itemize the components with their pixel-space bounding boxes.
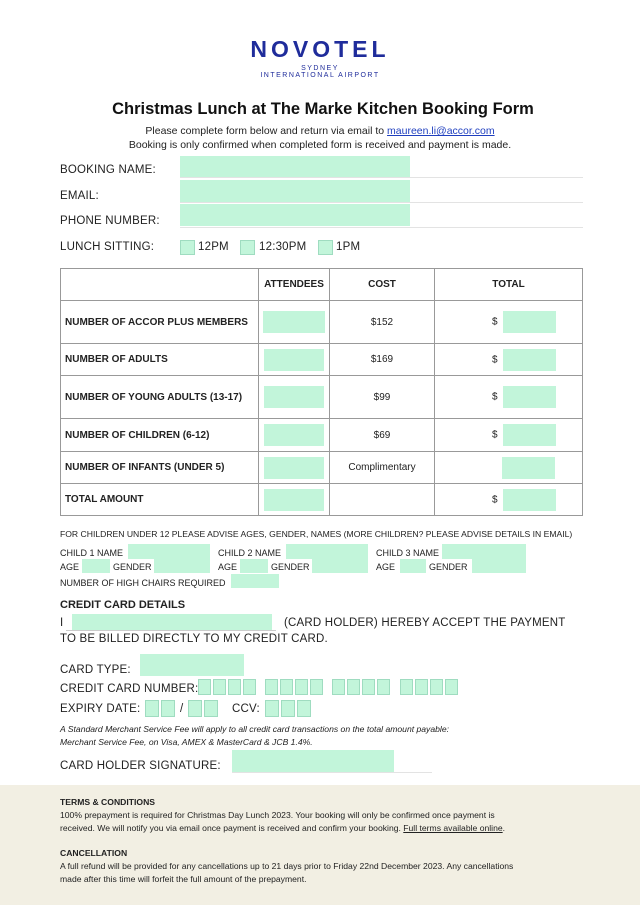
child3-age-field[interactable] xyxy=(400,559,426,573)
ccv-box[interactable] xyxy=(297,700,311,717)
child2-age-field[interactable] xyxy=(240,559,268,573)
currency-symbol: $ xyxy=(492,494,498,506)
card-holder-name-field[interactable] xyxy=(72,614,272,630)
high-chairs-label: NUMBER OF HIGH CHAIRS REQUIRED xyxy=(60,578,226,588)
child1-gender-label: GENDER xyxy=(113,562,152,572)
card-digit-box[interactable] xyxy=(377,679,390,695)
attendees-field[interactable] xyxy=(263,311,325,333)
booking-name-label: BOOKING NAME: xyxy=(60,164,156,176)
terms-line2-text: received. We will notify you via email once payment is received and confirm your booking. xyxy=(60,823,404,833)
table-row xyxy=(61,484,583,516)
total-field[interactable] xyxy=(503,349,556,371)
ccv-label: CCV: xyxy=(232,703,260,715)
card-digit-box[interactable] xyxy=(228,679,241,695)
row-label: NUMBER OF ACCOR PLUS MEMBERS xyxy=(61,301,259,344)
sitting-12pm-label: 12PM xyxy=(198,241,229,253)
child3-gender-field[interactable] xyxy=(472,559,526,573)
card-type-field[interactable] xyxy=(140,654,244,676)
total-field[interactable] xyxy=(502,457,555,479)
high-chairs-field[interactable] xyxy=(231,574,279,588)
credit-card-heading: CREDIT CARD DETAILS xyxy=(60,599,186,611)
child2-age-label: AGE xyxy=(218,562,238,572)
table-row xyxy=(61,301,583,344)
card-type-label: CARD TYPE: xyxy=(60,664,131,676)
signature-field[interactable] xyxy=(232,750,394,772)
cancellation-line1: A full refund will be provided for any cancellations up to 21 days prior to Friday 22nd December 2023. Any cancellations xyxy=(60,861,514,871)
pricing-table xyxy=(60,268,583,516)
card-digit-box[interactable] xyxy=(243,679,256,695)
instructions-prefix: Please complete form below and return via email to xyxy=(145,125,388,137)
table-header-total: TOTAL xyxy=(435,269,583,301)
expiry-month-box[interactable] xyxy=(145,700,159,717)
instructions-line1 xyxy=(0,125,640,137)
expiry-year-box[interactable] xyxy=(188,700,202,717)
card-digit-box[interactable] xyxy=(295,679,308,695)
booking-name-field[interactable] xyxy=(180,156,410,178)
divider xyxy=(180,227,583,228)
full-terms-link[interactable]: Full terms available online xyxy=(403,823,503,833)
currency-symbol: $ xyxy=(492,354,498,366)
card-digit-box[interactable] xyxy=(332,679,345,695)
brand-logo: NOVOTEL xyxy=(250,36,390,62)
table-row xyxy=(61,419,583,452)
table-row xyxy=(61,344,583,376)
attendees-field[interactable] xyxy=(264,457,324,479)
child3-gender-label: GENDER xyxy=(429,562,468,572)
divider xyxy=(180,202,583,203)
card-digit-box[interactable] xyxy=(265,679,278,695)
card-digit-box[interactable] xyxy=(400,679,413,695)
cost-cell: $152 xyxy=(330,301,435,344)
attendees-field[interactable] xyxy=(264,489,324,511)
child3-age-label: AGE xyxy=(376,562,396,572)
sitting-1pm-label: 1PM xyxy=(336,241,361,253)
expiry-label: EXPIRY DATE: xyxy=(60,703,141,715)
total-field[interactable] xyxy=(503,386,556,408)
card-digit-box[interactable] xyxy=(310,679,323,695)
instructions-line2: Booking is only confirmed when completed form is received and payment is made. xyxy=(128,139,512,151)
cancellation-line2: made after this time will forfeit the full amount of the prepayment. xyxy=(60,874,307,884)
table-header-attendees: ATTENDEES xyxy=(259,269,330,301)
child1-age-label: AGE xyxy=(60,562,80,572)
divider xyxy=(180,177,583,178)
logo-location-line2: INTERNATIONAL AIRPORT xyxy=(260,72,380,79)
cost-cell: $69 xyxy=(330,419,435,452)
card-number-label: CREDIT CARD NUMBER: xyxy=(60,683,199,695)
row-label: NUMBER OF INFANTS (UNDER 5) xyxy=(61,452,259,484)
total-field[interactable] xyxy=(503,424,556,446)
sitting-1230pm-label: 12:30PM xyxy=(259,241,307,253)
sitting-1pm-checkbox[interactable] xyxy=(318,240,333,255)
row-label: TOTAL AMOUNT xyxy=(61,484,259,516)
terms-heading: TERMS & CONDITIONS xyxy=(60,797,156,807)
ccv-box[interactable] xyxy=(265,700,279,717)
currency-symbol: $ xyxy=(492,429,498,441)
cost-cell: Complimentary xyxy=(330,452,435,484)
children-note: FOR CHILDREN UNDER 12 PLEASE ADVISE AGES, GENDER, NAMES (MORE CHILDREN? PLEASE ADVISE DETAILS IN EMAIL) xyxy=(60,529,573,539)
card-holder-i-label: I xyxy=(60,617,64,629)
terms-line2 xyxy=(60,823,505,833)
table-header-row xyxy=(61,269,583,301)
child1-age-field[interactable] xyxy=(82,559,110,573)
expiry-year-box[interactable] xyxy=(204,700,218,717)
page-title: Christmas Lunch at The Marke Kitchen Booking Form xyxy=(112,100,534,118)
child1-gender-field[interactable] xyxy=(154,559,210,573)
ccv-box[interactable] xyxy=(281,700,295,717)
cost-cell: $169 xyxy=(330,344,435,376)
child2-name-field[interactable] xyxy=(286,544,368,559)
signature-label: CARD HOLDER SIGNATURE: xyxy=(60,760,221,772)
sitting-12pm-checkbox[interactable] xyxy=(180,240,195,255)
child1-name-label: CHILD 1 NAME xyxy=(60,548,124,558)
child2-gender-label: GENDER xyxy=(271,562,310,572)
billed-text: TO BE BILLED DIRECTLY TO MY CREDIT CARD. xyxy=(60,633,328,645)
cost-cell xyxy=(330,484,435,516)
currency-symbol: $ xyxy=(492,391,498,403)
merchant-fee-line1: A Standard Merchant Service Fee will apply to all credit card transactions on the total amount payable: xyxy=(60,724,449,734)
terms-period: . xyxy=(502,823,506,833)
card-digit-box[interactable] xyxy=(198,679,211,695)
card-digit-box[interactable] xyxy=(280,679,293,695)
child1-name-field[interactable] xyxy=(128,544,210,559)
card-digit-box[interactable] xyxy=(213,679,226,695)
terms-line1: 100% prepayment is required for Christmas Day Lunch 2023. Your booking will only be confirmed once payment is xyxy=(60,810,495,820)
row-label: NUMBER OF YOUNG ADULTS (13-17) xyxy=(61,376,259,419)
phone-label: PHONE NUMBER: xyxy=(60,215,160,227)
child3-name-label: CHILD 3 NAME xyxy=(376,548,440,558)
attendees-field[interactable] xyxy=(264,424,324,446)
total-field[interactable] xyxy=(503,311,556,333)
card-digit-box[interactable] xyxy=(445,679,458,695)
card-digit-box[interactable] xyxy=(430,679,443,695)
sitting-1230pm-checkbox[interactable] xyxy=(240,240,255,255)
child3-name-field[interactable] xyxy=(442,544,526,559)
total-field[interactable] xyxy=(503,489,556,511)
child2-gender-field[interactable] xyxy=(312,559,368,573)
child2-name-label: CHILD 2 NAME xyxy=(218,548,282,558)
merchant-fee-line2: Merchant Service Fee, on Visa, AMEX & MasterCard & JCB 1.4%. xyxy=(60,737,313,747)
row-label: NUMBER OF ADULTS xyxy=(61,344,259,376)
phone-field[interactable] xyxy=(180,204,410,226)
cancellation-heading: CANCELLATION xyxy=(60,848,128,858)
expiry-month-box[interactable] xyxy=(161,700,175,717)
card-digit-box[interactable] xyxy=(347,679,360,695)
accept-payment-text: (CARD HOLDER) HEREBY ACCEPT THE PAYMENT xyxy=(284,617,566,629)
table-header-cost: COST xyxy=(330,269,435,301)
logo-location-line1: SYDNEY xyxy=(301,65,339,72)
table-row xyxy=(61,376,583,419)
email-label: EMAIL: xyxy=(60,190,99,202)
lunch-sitting-label: LUNCH SITTING: xyxy=(60,241,155,253)
divider xyxy=(232,772,432,773)
attendees-field[interactable] xyxy=(264,386,324,408)
table-header-blank xyxy=(61,269,259,301)
email-field[interactable] xyxy=(180,180,410,202)
currency-symbol: $ xyxy=(492,316,498,328)
terms-panel xyxy=(0,785,640,905)
card-digit-box[interactable] xyxy=(362,679,375,695)
divider xyxy=(66,630,276,631)
cost-cell: $99 xyxy=(330,376,435,419)
table-row xyxy=(61,452,583,484)
row-label: NUMBER OF CHILDREN (6-12) xyxy=(61,419,259,452)
expiry-slash: / xyxy=(180,703,184,715)
card-digit-box[interactable] xyxy=(415,679,428,695)
email-link[interactable]: maureen.li@accor.com xyxy=(387,125,495,137)
attendees-field[interactable] xyxy=(264,349,324,371)
